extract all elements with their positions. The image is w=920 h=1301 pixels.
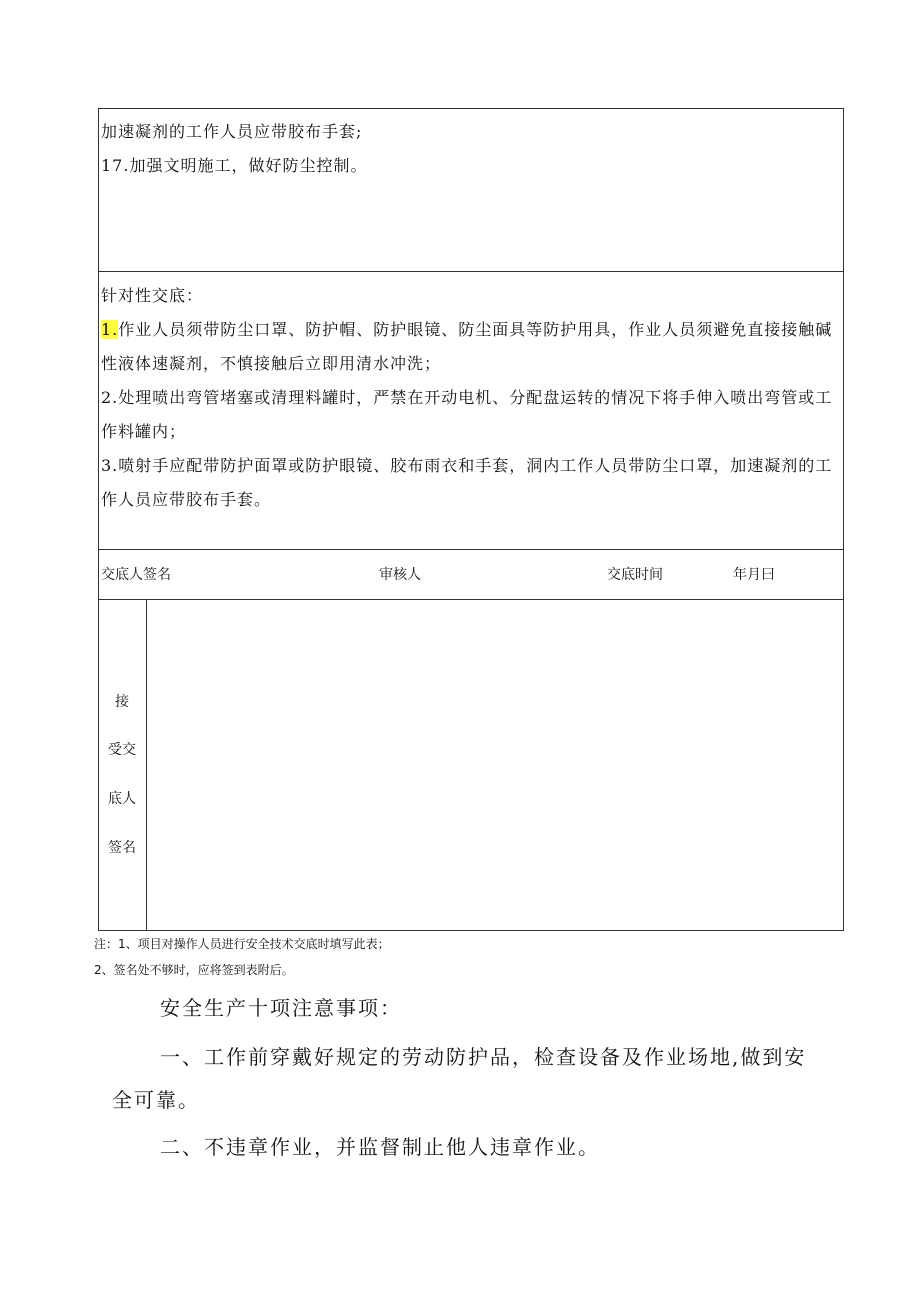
safety-item-1-line-2: 全可靠。 (112, 1088, 200, 1112)
targeted-item-1 (101, 313, 839, 381)
targeted-disclosure (101, 279, 839, 517)
receiver-label-3: 底人 (108, 791, 136, 807)
safety-item-2: 二、不违章作业，并监督制止他人违章作业。 (160, 1135, 600, 1159)
top-cell-line-1: 加速凝剂的工作人员应带胶布手套; (101, 122, 363, 141)
targeted-heading: 针对性交底： (101, 286, 204, 305)
receiver-signature-area[interactable] (147, 600, 843, 930)
safety-item-1-line-1: 一、工作前穿戴好规定的劳动防护品，检查设备及作业场地,做到安 (160, 1045, 807, 1069)
highlighted-number: 1. (101, 320, 119, 339)
date-label: 年月曰 (733, 567, 775, 583)
top-cell-line-2: 17.加强文明施工，做好防尘控制。 (101, 156, 368, 175)
targeted-item-1-text: 作业人员须带防尘口罩、防护帽、防护眼镜、防尘面具等防护用具，作业人员须避免直接接触碱性液体速凝剂，不慎接触后立即用清水冲洗； (101, 320, 833, 373)
receiver-label-4: 签名 (108, 840, 136, 856)
divider (99, 271, 843, 272)
targeted-item-3: 3.喷射手应配带防护面罩或防护眼镜、胶布雨衣和手套，洞内工作人员带防尘口罩，加速凝剂的工作人员应带胶布手套。 (101, 456, 833, 509)
receiver-label-1: 接 (115, 694, 129, 710)
reviewer-label: 审核人 (379, 567, 421, 583)
safety-title: 安全生产十项注意事项： (160, 996, 402, 1020)
disclosure-table (98, 108, 844, 931)
receiver-label-2: 受交 (108, 742, 136, 758)
targeted-item-2: 2.处理喷出弯管堵塞或清理料罐时，严禁在开动电机、分配盘运转的情况下将手伸入喷出弯管或工作料罐内； (101, 388, 833, 441)
note-1: 注：1、项目对操作人员进行安全技术交底时填写此表； (94, 937, 390, 951)
discloser-signature-label: 交底人签名 (101, 567, 171, 583)
note-2: 2、签名处不够时，应将签到表附后。 (94, 963, 294, 977)
divider (99, 549, 843, 550)
top-cell (101, 115, 839, 183)
disclosure-time-label: 交底时间 (607, 567, 663, 583)
